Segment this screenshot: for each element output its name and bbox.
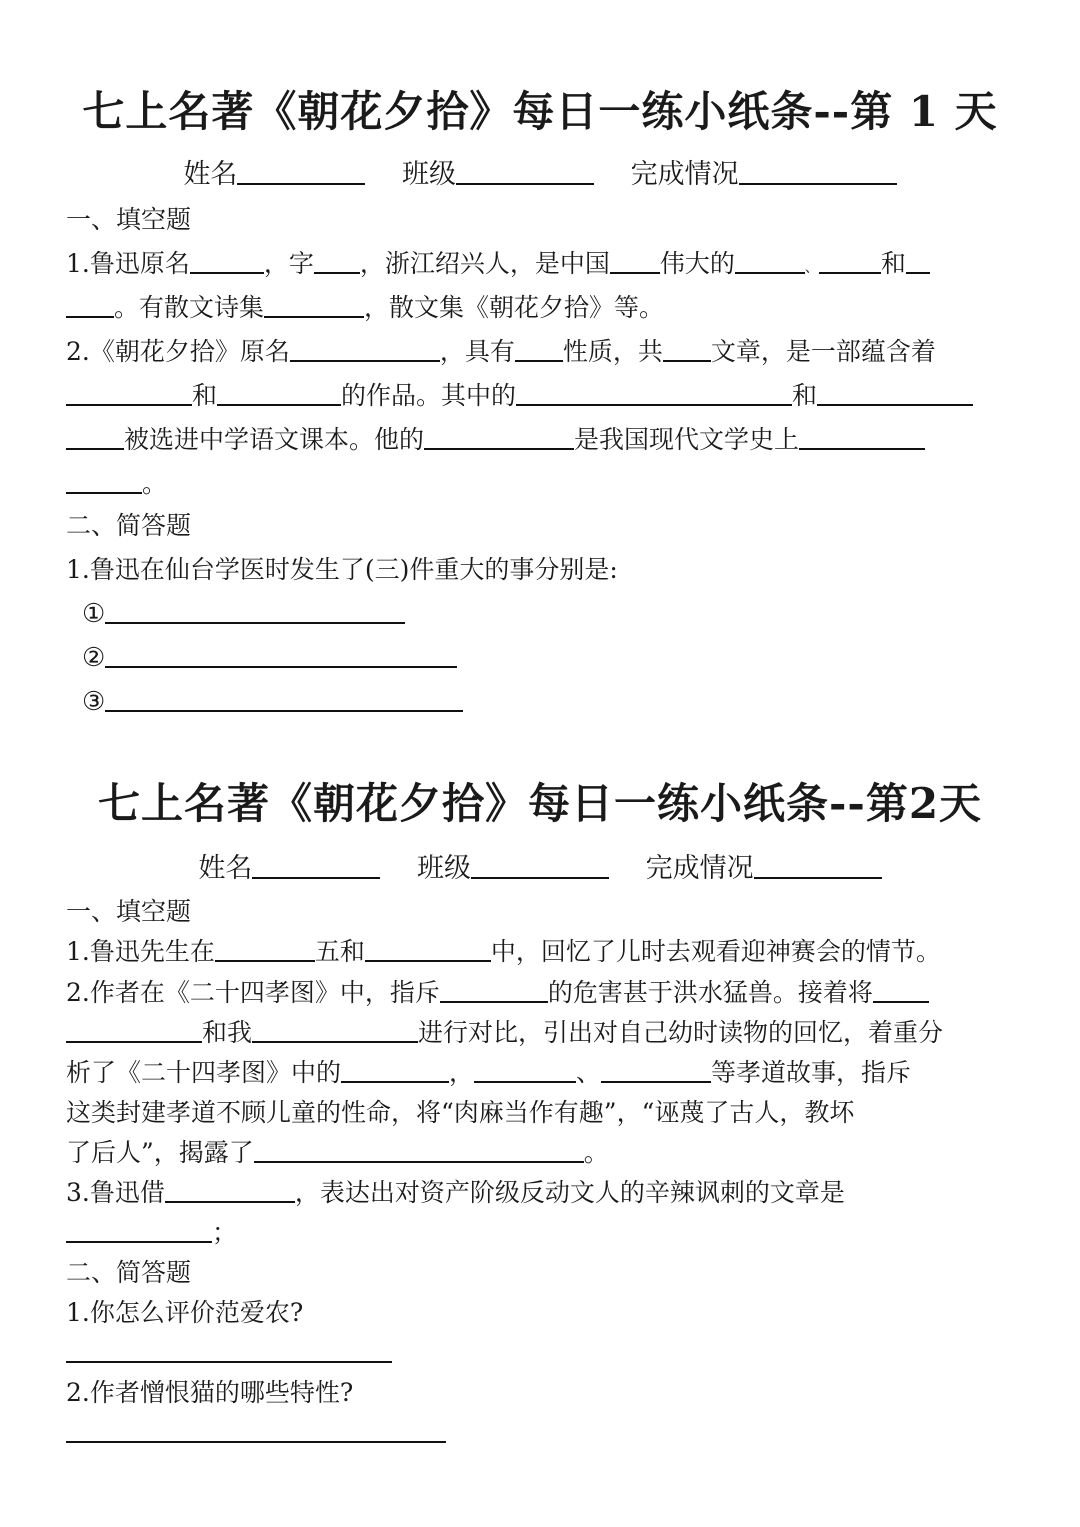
day2-q2-line3: 析了《二十四孝图》中的 ， 、 等孝道故事，指斥 xyxy=(66,1058,912,1087)
blank[interactable] xyxy=(819,248,881,274)
blank[interactable] xyxy=(516,380,792,406)
blank[interactable] xyxy=(610,248,660,274)
day1-name-blank[interactable] xyxy=(237,159,365,185)
day1-student-info xyxy=(0,157,1080,193)
day1-class-blank[interactable] xyxy=(456,159,594,185)
day1-title: 七上名著《朝花夕拾》每日一练小纸条--第 1 天 xyxy=(82,87,998,136)
blank[interactable] xyxy=(873,977,929,1003)
blank[interactable] xyxy=(735,248,805,274)
day1-q2-line1: 2.《朝花夕拾》原名 ，具有 性质，共 文章，是一部蕴含着 xyxy=(66,337,936,366)
day2-q3-line1: 3.鲁迅借 ，表达出对资产阶级反动文人的辛辣讽刺的文章是 xyxy=(66,1178,845,1207)
day1-status-blank[interactable] xyxy=(739,159,897,185)
blank[interactable] xyxy=(290,336,440,362)
blank[interactable] xyxy=(601,1057,711,1083)
blank[interactable] xyxy=(663,336,711,362)
day1-answer-1: ① xyxy=(66,597,1020,631)
day2-name-blank[interactable] xyxy=(252,853,380,879)
day2-sq1-text: 1.你怎么评价范爱农? xyxy=(66,1298,304,1327)
day1-q1-line1: 1.鲁迅原名 ，字 ，浙江绍兴人，是中国 伟大的 、 和 xyxy=(66,247,1020,285)
blank[interactable] xyxy=(264,292,364,318)
answer-blank[interactable] xyxy=(66,1337,392,1363)
day2-q2-line1: 2.作者在《二十四孝图》中，指斥 的危害甚于洪水猛兽。接着将 xyxy=(66,976,1020,1010)
day1-q1-line2: 。有散文诗集 ，散文集《朝花夕拾》等。 xyxy=(66,291,1020,325)
day2-sq1-answer xyxy=(66,1336,1020,1370)
blank[interactable] xyxy=(254,1137,584,1163)
blank[interactable] xyxy=(165,1177,295,1203)
day2-q3-line2: ； xyxy=(66,1216,1020,1250)
day1-sq1-text: 1.鲁迅在仙台学医时发生了(三)件重大的事分别是: xyxy=(66,555,618,584)
blank[interactable] xyxy=(66,1217,212,1243)
blank[interactable] xyxy=(906,248,930,274)
day2-class-label: 班级 xyxy=(417,853,471,884)
day1-answer-3: ③ xyxy=(66,685,1020,719)
blank[interactable] xyxy=(314,248,360,274)
blank[interactable] xyxy=(66,380,192,406)
answer-blank[interactable] xyxy=(66,1417,446,1443)
blank[interactable] xyxy=(66,468,142,494)
blank[interactable] xyxy=(66,424,124,450)
blank[interactable] xyxy=(515,336,563,362)
day2-q2-line4: 这类封建孝道不顾儿童的性命，将“肉麻当作有趣”，“诬蔑了古人，教坏 xyxy=(66,1098,855,1127)
day2-student-info xyxy=(0,851,1080,887)
day1-q2-line3: 被选进中学语文课本。他的 是我国现代文学史上 xyxy=(66,423,1020,457)
blank[interactable] xyxy=(424,424,574,450)
day1-section-fill-heading: 一、填空题 xyxy=(66,205,192,234)
day2-name-label: 姓名 xyxy=(198,853,253,884)
blank[interactable] xyxy=(474,1057,576,1083)
blank[interactable] xyxy=(215,936,315,962)
day1-q2-line4: 。 xyxy=(66,467,1020,501)
blank[interactable] xyxy=(66,1017,202,1043)
day2-title: 七上名著《朝花夕拾》每日一练小纸条--第2天 xyxy=(97,779,983,828)
day2-q1-line1: 1.鲁迅先生在 五和 中，回忆了儿时去观看迎神赛会的情节。 xyxy=(66,937,941,966)
day2-q2-line2: 和我 进行对比，引出对自己幼时读物的回忆，着重分 xyxy=(66,1016,1020,1050)
blank[interactable] xyxy=(440,977,548,1003)
answer-blank[interactable] xyxy=(105,686,463,712)
blank[interactable] xyxy=(341,1057,449,1083)
blank[interactable] xyxy=(817,380,973,406)
answer-blank[interactable] xyxy=(105,642,457,668)
answer-blank[interactable] xyxy=(105,598,405,624)
blank[interactable] xyxy=(799,424,925,450)
blank[interactable] xyxy=(66,292,114,318)
day1-answer-2: ② xyxy=(66,641,1020,675)
blank[interactable] xyxy=(190,248,264,274)
day2-sq2-text: 2.作者憎恨猫的哪些特性? xyxy=(66,1378,354,1407)
blank[interactable] xyxy=(252,1017,418,1043)
day1-class-label: 班级 xyxy=(402,159,456,190)
day2-status-blank[interactable] xyxy=(754,853,882,879)
day2-section-fill-heading: 一、填空题 xyxy=(66,897,192,926)
day2-sq2-answer xyxy=(66,1416,1020,1450)
day1-section-short-heading: 二、简答题 xyxy=(66,511,192,540)
blank[interactable] xyxy=(217,380,341,406)
day2-class-blank[interactable] xyxy=(471,853,609,879)
day1-name-label: 姓名 xyxy=(183,159,238,190)
day2-status-label: 完成情况 xyxy=(645,853,754,884)
day2-section-short-heading: 二、简答题 xyxy=(66,1258,192,1287)
blank[interactable] xyxy=(365,936,491,962)
day1-status-label: 完成情况 xyxy=(630,159,739,190)
day2-q2-line5: 了后人”，揭露了 。 xyxy=(66,1138,609,1167)
day1-q2-line2: 和 的作品。其中的 和 xyxy=(66,379,1020,413)
